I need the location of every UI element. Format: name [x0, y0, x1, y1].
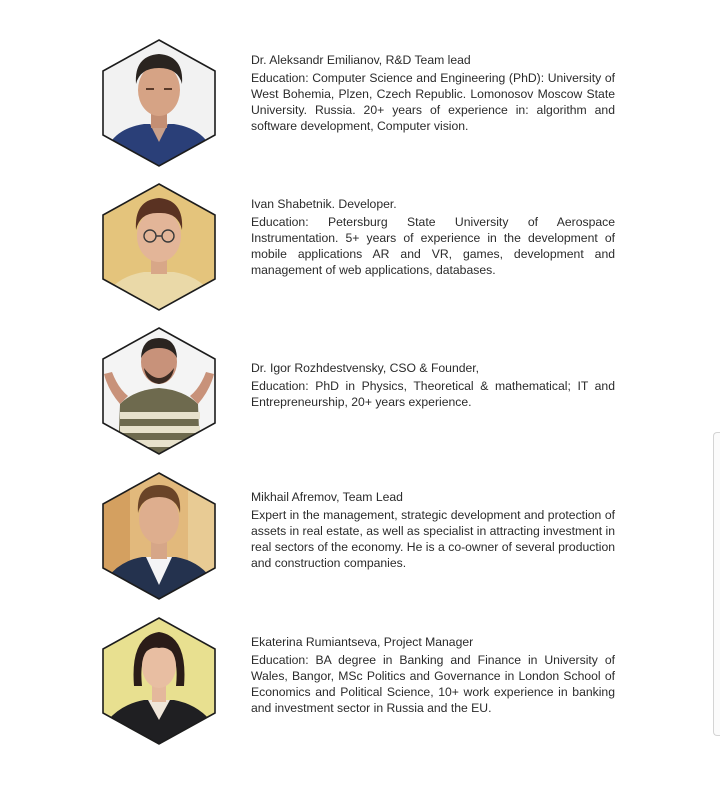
member-photo: [100, 38, 218, 168]
member-name: Ekaterina Rumiantseva, Project Manager: [251, 635, 474, 649]
team-member-card: [100, 38, 620, 168]
member-bio: Education: Computer Science and Engineering (PhD): University of West Bohemia, Plzen, Czech Republic. Lomonosov Moscow State University. Russia. 20+ years of experience in: algorithm and software development, Computer vision.: [251, 71, 615, 133]
team-member-card: [100, 326, 620, 456]
member-photo: [100, 616, 218, 746]
member-photo: [100, 182, 218, 312]
member-name: Mikhail Afremov, Team Lead: [251, 490, 403, 504]
member-name: Ivan Shabetnik. Developer.: [251, 197, 397, 211]
team-member-card: [100, 616, 620, 746]
member-name: Dr. Aleksandr Emilianov, R&D Team lead: [251, 53, 471, 67]
member-bio: Education: BA degree in Banking and Finance in University of Wales, Bangor, MSc Politics and Governance in London School of Economics and Political Science, 10+ work experience in banking and investment sector in Russia and the EU.: [251, 653, 615, 715]
member-photo: [100, 471, 218, 601]
team-member-card: [100, 182, 620, 312]
team-member-card: [100, 471, 620, 601]
member-photo: [100, 326, 218, 456]
member-name: Dr. Igor Rozhdestvensky, CSO & Founder,: [251, 361, 480, 375]
member-bio: Education: PhD in Physics, Theoretical & mathematical; IT and Entrepreneurship, 20+ years experience.: [251, 379, 615, 409]
member-bio: Expert in the management, strategic development and protection of assets in real estate, as well as specialist in attracting investment in real sectors of the economy. He is a co-owner of several production and construction companies.: [251, 508, 615, 570]
member-bio: Education: Petersburg State University of Aerospace Instrumentation. 5+ years of experience in the development of mobile applications AR and VR, games, development and management of web applications, databases.: [251, 215, 615, 277]
side-scroll-handle[interactable]: [713, 432, 720, 736]
